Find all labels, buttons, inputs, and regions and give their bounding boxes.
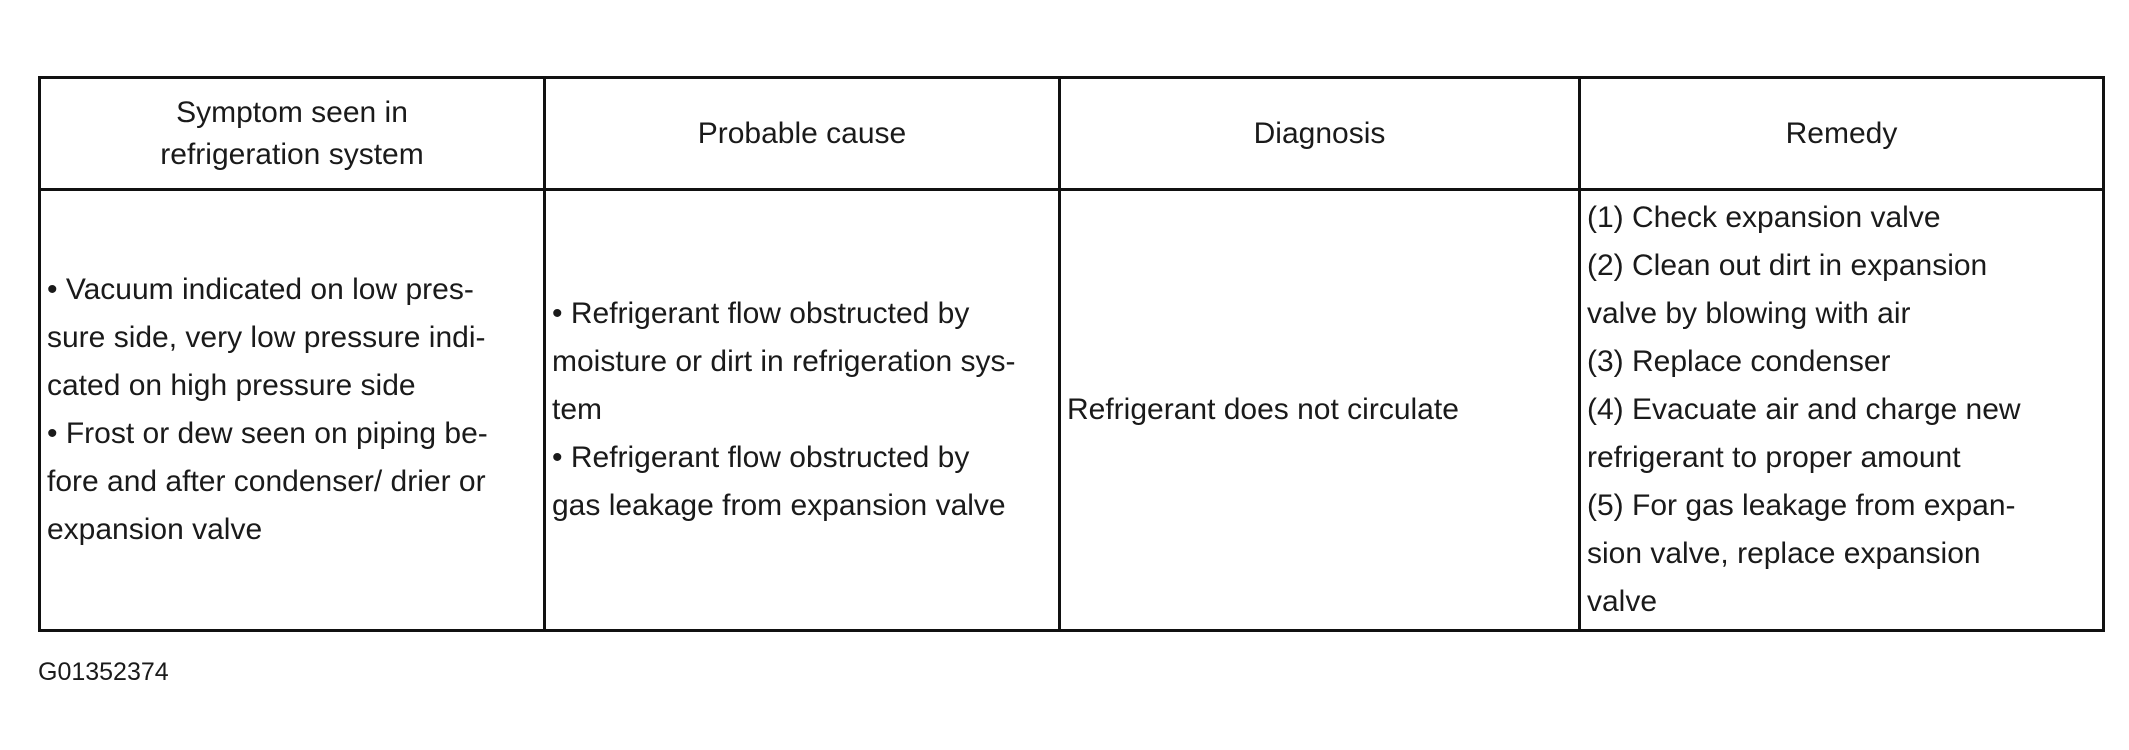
cell-line: (5) For gas leakage from expan-	[1587, 489, 2016, 522]
cell-line: (1) Check expansion valve	[1587, 201, 1941, 234]
header-diagnosis	[1060, 78, 1580, 190]
cell-line: valve by blowing with air	[1587, 297, 1911, 330]
header-text: refrigeration system	[160, 137, 424, 171]
cell-line: • Frost or dew seen on piping be-	[47, 417, 488, 450]
cell-line: gas leakage from expansion valve	[552, 489, 1006, 522]
cell-diagnosis	[1060, 190, 1580, 631]
diagnosis-table	[38, 76, 2105, 632]
cell-remedy	[1580, 190, 2104, 631]
cell-line: (4) Evacuate air and charge new	[1587, 393, 2021, 426]
cell-line: sion valve, replace expansion	[1587, 537, 1981, 570]
cell-line: • Refrigerant flow obstructed by	[552, 297, 970, 330]
cell-line: Refrigerant does not circulate	[1067, 393, 1459, 426]
cell-line: expansion valve	[47, 513, 263, 546]
cell-line: • Vacuum indicated on low pres-	[47, 273, 474, 306]
header-remedy	[1580, 78, 2104, 190]
cell-line: fore and after condenser/ drier or	[47, 465, 486, 498]
header-text: Diagnosis	[1253, 116, 1386, 150]
cell-line: refrigerant to proper amount	[1587, 441, 1961, 474]
figure-id: G01352374	[38, 658, 169, 686]
cell-cause	[545, 190, 1060, 631]
table-row	[40, 190, 2104, 631]
cell-line: cated on high pressure side	[47, 369, 416, 402]
header-symptom	[40, 78, 545, 190]
cell-line: sure side, very low pressure indi-	[47, 321, 486, 354]
cell-line: moisture or dirt in refrigeration sys-	[552, 345, 1016, 378]
cell-line: (2) Clean out dirt in expansion	[1587, 249, 1988, 282]
cell-line: tem	[552, 393, 603, 426]
cell-line: • Refrigerant flow obstructed by	[552, 441, 970, 474]
header-text: Symptom seen in	[176, 95, 408, 129]
header-text: Remedy	[1785, 116, 1898, 150]
header-row	[40, 78, 2104, 190]
header-cause	[545, 78, 1060, 190]
cell-line: (3) Replace condenser	[1587, 345, 1891, 378]
cell-symptom	[40, 190, 545, 631]
cell-line: valve	[1587, 585, 1658, 618]
header-text: Probable cause	[697, 116, 907, 150]
